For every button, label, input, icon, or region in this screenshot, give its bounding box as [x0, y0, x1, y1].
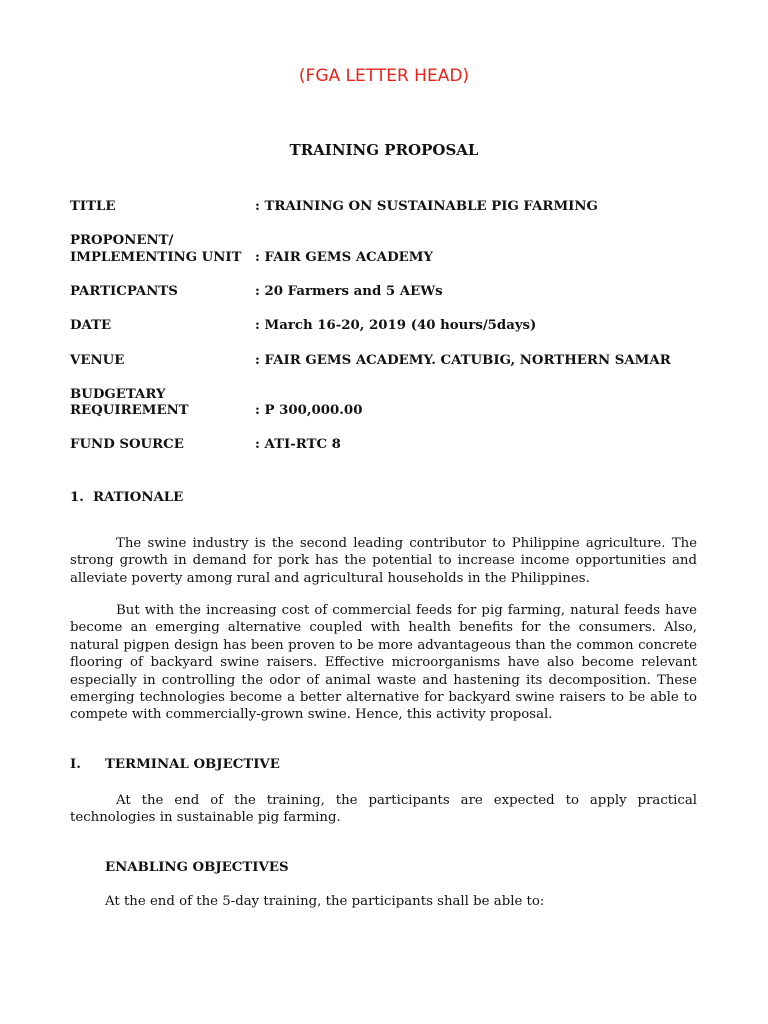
letterhead: (FGA LETTER HEAD) — [298, 66, 470, 86]
section-number: 1. — [70, 490, 84, 505]
field-value-proponent: : FAIR GEMS ACADEMY — [255, 250, 433, 265]
rationale-paragraph-2: But with the increasing cost of commercial feeds for pig farming, natural feeds have become an emerging alternative coupled with health benefits for the consumers. Also, natural pigpen design has been proven to be more advantageous than the common concrete flooring of backyard swine raisers. Effective microorganisms have also become relevant especially in controlling the odor of animal waste and hastening its decomposition. These emerging technologies become a better alternative for backyard swine raisers to be able to compete with commercially-grown swine. Hence, this activity proposal. — [70, 603, 697, 723]
field-label-participants: PARTICPANTS — [70, 284, 178, 299]
section-heading-rationale: RATIONALE — [93, 490, 184, 505]
field-label-venue: VENUE — [70, 353, 125, 368]
terminal-objective-paragraph: At the end of the training, the participants are expected to apply practical technologies in sustainable pig farming. — [70, 793, 697, 826]
field-label-requirement: REQUIREMENT — [70, 403, 189, 418]
field-value-fund-source: : ATI-RTC 8 — [255, 437, 341, 452]
document-title: TRAINING PROPOSAL — [289, 141, 479, 159]
section-number: I. — [70, 757, 81, 772]
field-value-budget: : P 300,000.00 — [255, 403, 363, 418]
field-label-title: TITLE — [70, 199, 116, 214]
enabling-objectives-intro: At the end of the 5-day training, the participants shall be able to: — [105, 894, 545, 909]
field-label-implementing-unit: IMPLEMENTING UNIT — [70, 250, 242, 265]
field-label-date: DATE — [70, 318, 112, 333]
field-label-proponent: PROPONENT/ — [70, 233, 174, 248]
field-value-title: : TRAINING ON SUSTAINABLE PIG FARMING — [255, 199, 598, 214]
field-value-date: : March 16-20, 2019 (40 hours/5days) — [255, 318, 537, 333]
section-heading-enabling-objectives: ENABLING OBJECTIVES — [105, 860, 289, 875]
field-label-budgetary: BUDGETARY — [70, 387, 166, 402]
field-value-participants: : 20 Farmers and 5 AEWs — [255, 284, 443, 299]
field-value-venue: : FAIR GEMS ACADEMY. CATUBIG, NORTHERN SAMAR — [255, 353, 671, 368]
field-label-fund-source: FUND SOURCE — [70, 437, 184, 452]
section-heading-terminal-objective: TERMINAL OBJECTIVE — [105, 757, 280, 772]
rationale-paragraph-1: The swine industry is the second leading contributor to Philippine agriculture. The strong growth in demand for pork has the potential to increase income opportunities and alleviate poverty among rural and agricultural households in the Philippines. — [70, 536, 697, 586]
